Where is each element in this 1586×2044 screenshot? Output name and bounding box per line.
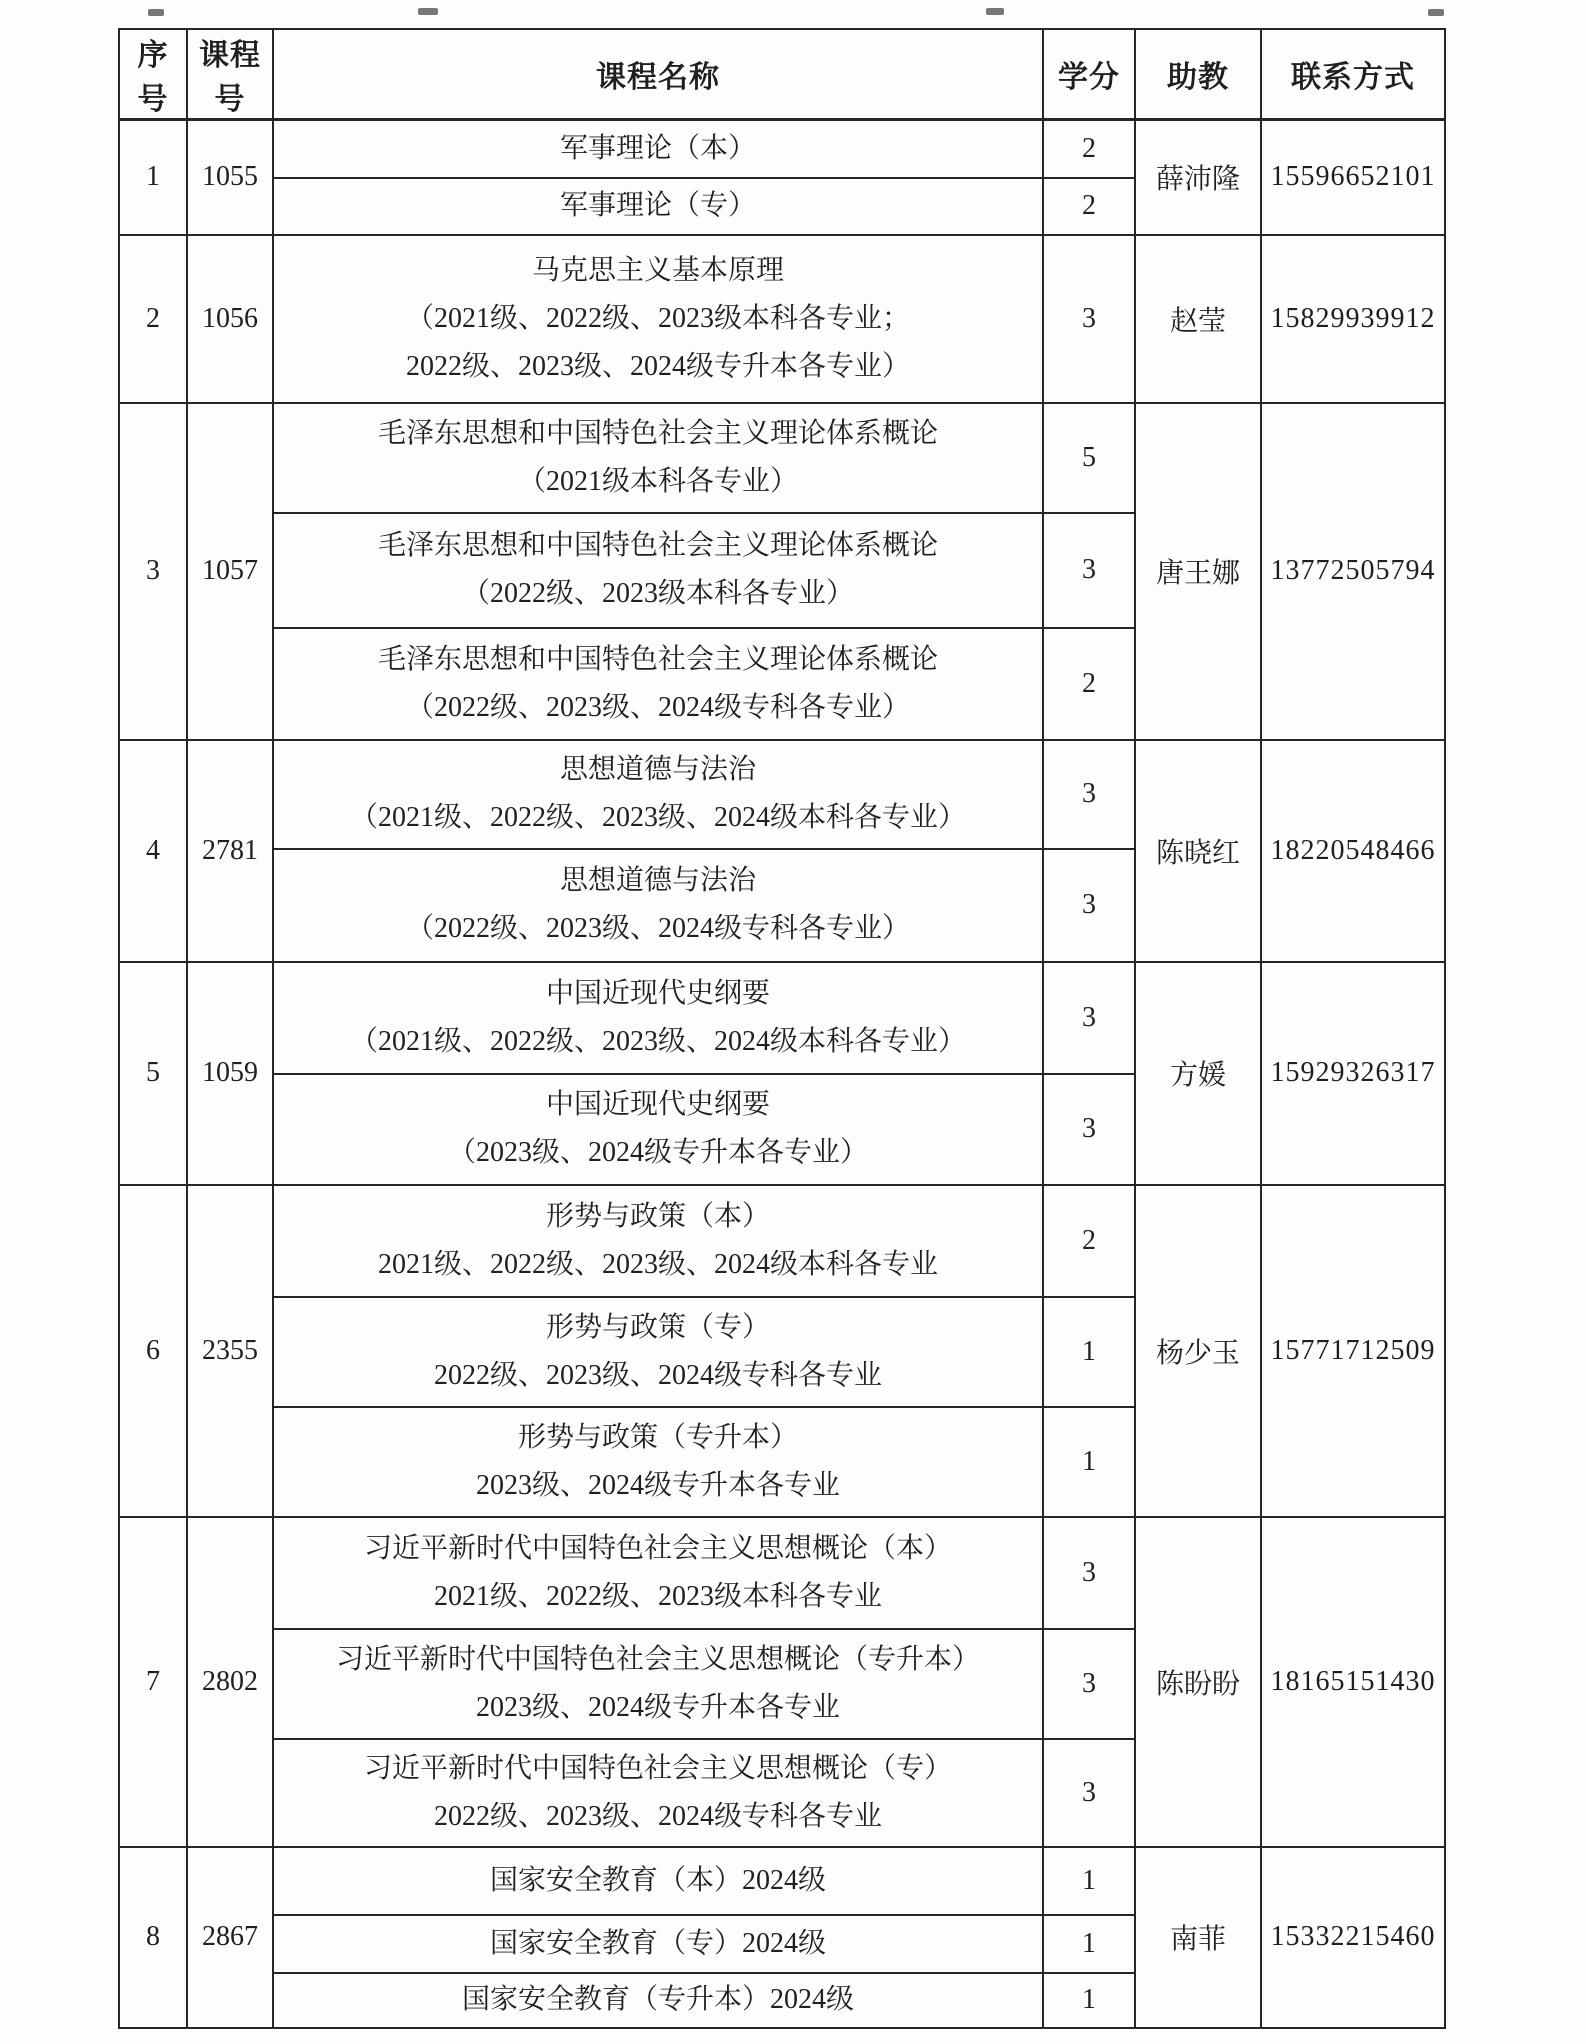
serial-cell: 2 bbox=[119, 235, 187, 403]
course-no-cell: 1057 bbox=[187, 403, 273, 740]
course-name-cell bbox=[273, 1739, 1043, 1847]
credit-cell: 3 bbox=[1043, 1517, 1135, 1629]
course-assistant-table bbox=[118, 28, 1446, 2029]
credit-cell: 1 bbox=[1043, 1915, 1135, 1973]
course-name-cell bbox=[273, 1915, 1043, 1973]
course-name-line: 马克思主义基本原理 bbox=[531, 254, 784, 286]
course-name-cell bbox=[273, 1407, 1043, 1517]
course-no-cell: 2802 bbox=[187, 1517, 273, 1847]
table-row bbox=[119, 962, 1445, 1074]
course-name-line: 2021级、2022级、2023级、2024级本科各专业 bbox=[377, 1248, 938, 1280]
course-name-cell bbox=[273, 849, 1043, 962]
ta-cell: 陈晓红 bbox=[1135, 740, 1261, 962]
header-course-no: 课程号 bbox=[187, 29, 273, 120]
serial-cell: 3 bbox=[119, 403, 187, 740]
phone-cell: 13772505794 bbox=[1261, 403, 1445, 740]
course-name-cell bbox=[273, 962, 1043, 1074]
course-name-line: 形势与政策（专升本） bbox=[517, 1421, 798, 1453]
header-course-name: 课程名称 bbox=[273, 29, 1043, 120]
ta-cell: 杨少玉 bbox=[1135, 1185, 1261, 1517]
table-row bbox=[119, 235, 1445, 403]
course-name-cell bbox=[273, 120, 1043, 178]
course-name-line: 2022级、2023级、2024级专升本各专业） bbox=[405, 350, 910, 382]
phone-cell: 15829939912 bbox=[1261, 235, 1445, 403]
phone-cell: 15771712509 bbox=[1261, 1185, 1445, 1517]
course-name-line: 军事理论（本） bbox=[559, 132, 756, 164]
scan-artifact bbox=[986, 8, 1004, 15]
course-name-cell bbox=[273, 628, 1043, 740]
header-ta: 助教 bbox=[1135, 29, 1261, 120]
course-name-line: 中国近现代史纲要 bbox=[545, 1089, 770, 1120]
course-name-cell bbox=[273, 235, 1043, 403]
ta-cell: 赵莹 bbox=[1135, 235, 1261, 403]
course-name-cell bbox=[273, 1629, 1043, 1739]
course-name-line: （2021级、2022级、2023级、2024级本科各专业） bbox=[349, 802, 966, 833]
course-name-line: 2022级、2023级、2024级专科各专业 bbox=[433, 1800, 882, 1832]
course-name-cell bbox=[273, 403, 1043, 513]
credit-cell: 5 bbox=[1043, 403, 1135, 513]
serial-cell: 8 bbox=[119, 1847, 187, 2028]
table-row bbox=[119, 1185, 1445, 1297]
phone-cell: 15596652101 bbox=[1261, 120, 1445, 235]
course-name-line: （2022级、2023级、2024级专科各专业） bbox=[405, 913, 910, 944]
course-name-line: 毛泽东思想和中国特色社会主义理论体系概论 bbox=[377, 530, 938, 561]
header-credit: 学分 bbox=[1043, 29, 1135, 120]
credit-cell: 2 bbox=[1043, 120, 1135, 178]
credit-cell: 3 bbox=[1043, 513, 1135, 628]
course-name-line: 习近平新时代中国特色社会主义思想概论（本） bbox=[363, 1532, 952, 1564]
course-name-cell bbox=[273, 1074, 1043, 1185]
table-row bbox=[119, 740, 1445, 849]
course-name-line: 思想道德与法治 bbox=[559, 865, 756, 896]
ta-cell: 陈盼盼 bbox=[1135, 1517, 1261, 1847]
course-name-line: 军事理论（专） bbox=[559, 190, 756, 221]
credit-cell: 1 bbox=[1043, 1297, 1135, 1407]
course-name-line: （2021级、2022级、2023级、2024级本科各专业） bbox=[349, 1025, 966, 1057]
course-no-cell: 1059 bbox=[187, 962, 273, 1185]
course-name-line: 思想道德与法治 bbox=[559, 754, 756, 785]
course-name-line: （2021级、2022级、2023级本科各专业； bbox=[405, 302, 910, 334]
course-name-line: 国家安全教育（专）2024级 bbox=[489, 1927, 826, 1959]
scan-artifact bbox=[148, 9, 164, 16]
course-name-cell bbox=[273, 1185, 1043, 1297]
phone-cell: 18165151430 bbox=[1261, 1517, 1445, 1847]
course-no-cell: 1056 bbox=[187, 235, 273, 403]
serial-cell: 7 bbox=[119, 1517, 187, 1847]
course-name-line: 2023级、2024级专升本各专业 bbox=[475, 1469, 840, 1501]
course-name-line: 毛泽东思想和中国特色社会主义理论体系概论 bbox=[377, 643, 938, 675]
course-name-line: 国家安全教育（专升本）2024级 bbox=[461, 1984, 854, 2015]
credit-cell: 2 bbox=[1043, 178, 1135, 235]
ta-cell: 南菲 bbox=[1135, 1847, 1261, 2028]
credit-cell: 2 bbox=[1043, 628, 1135, 740]
course-name-line: 习近平新时代中国特色社会主义思想概论（专） bbox=[363, 1752, 952, 1784]
course-name-line: （2022级、2023级、2024级专科各专业） bbox=[405, 691, 910, 723]
table-row bbox=[119, 403, 1445, 513]
scan-artifact bbox=[418, 8, 438, 15]
course-name-line: 习近平新时代中国特色社会主义思想概论（专升本） bbox=[335, 1643, 980, 1675]
course-name-line: 国家安全教育（本）2024级 bbox=[489, 1864, 826, 1896]
course-name-cell bbox=[273, 1973, 1043, 2028]
course-no-cell: 1055 bbox=[187, 120, 273, 235]
scan-artifact bbox=[1428, 9, 1444, 16]
credit-cell: 3 bbox=[1043, 1739, 1135, 1847]
course-name-cell bbox=[273, 1297, 1043, 1407]
ta-cell: 方媛 bbox=[1135, 962, 1261, 1185]
course-name-line: 2021级、2022级、2023级本科各专业 bbox=[433, 1580, 882, 1612]
course-name-line: 形势与政策（本） bbox=[545, 1200, 770, 1232]
course-no-cell: 2867 bbox=[187, 1847, 273, 2028]
phone-cell: 18220548466 bbox=[1261, 740, 1445, 962]
credit-cell: 3 bbox=[1043, 1074, 1135, 1185]
course-name-line: （2023级、2024级专升本各专业） bbox=[447, 1137, 868, 1168]
serial-cell: 1 bbox=[119, 120, 187, 235]
course-name-line: 2023级、2024级专升本各专业 bbox=[475, 1691, 840, 1723]
course-name-line: 2022级、2023级、2024级专科各专业 bbox=[433, 1359, 882, 1391]
course-name-cell bbox=[273, 1517, 1043, 1629]
credit-cell: 1 bbox=[1043, 1407, 1135, 1517]
credit-cell: 3 bbox=[1043, 740, 1135, 849]
serial-cell: 6 bbox=[119, 1185, 187, 1517]
credit-cell: 1 bbox=[1043, 1973, 1135, 2028]
phone-cell: 15332215460 bbox=[1261, 1847, 1445, 2028]
table-row bbox=[119, 120, 1445, 178]
credit-cell: 1 bbox=[1043, 1847, 1135, 1915]
ta-cell: 唐王娜 bbox=[1135, 403, 1261, 740]
course-name-line: 形势与政策（专） bbox=[545, 1311, 770, 1343]
course-name-cell bbox=[273, 1847, 1043, 1915]
course-name-line: （2021级本科各专业） bbox=[517, 465, 798, 497]
course-name-line: （2022级、2023级本科各专业） bbox=[461, 578, 854, 609]
table-row bbox=[119, 1847, 1445, 1915]
credit-cell: 3 bbox=[1043, 962, 1135, 1074]
course-name-line: 中国近现代史纲要 bbox=[545, 977, 770, 1009]
course-name-cell bbox=[273, 513, 1043, 628]
course-no-cell: 2781 bbox=[187, 740, 273, 962]
serial-cell: 4 bbox=[119, 740, 187, 962]
course-name-cell bbox=[273, 178, 1043, 235]
table-row bbox=[119, 1517, 1445, 1629]
ta-cell: 薛沛隆 bbox=[1135, 120, 1261, 235]
credit-cell: 3 bbox=[1043, 1629, 1135, 1739]
credit-cell: 3 bbox=[1043, 235, 1135, 403]
header-row bbox=[119, 29, 1445, 120]
course-name-line: 毛泽东思想和中国特色社会主义理论体系概论 bbox=[377, 417, 938, 449]
course-name-cell bbox=[273, 740, 1043, 849]
phone-cell: 15929326317 bbox=[1261, 962, 1445, 1185]
credit-cell: 3 bbox=[1043, 849, 1135, 962]
course-no-cell: 2355 bbox=[187, 1185, 273, 1517]
credit-cell: 2 bbox=[1043, 1185, 1135, 1297]
header-serial: 序号 bbox=[119, 29, 187, 120]
header-contact: 联系方式 bbox=[1261, 29, 1445, 120]
serial-cell: 5 bbox=[119, 962, 187, 1185]
